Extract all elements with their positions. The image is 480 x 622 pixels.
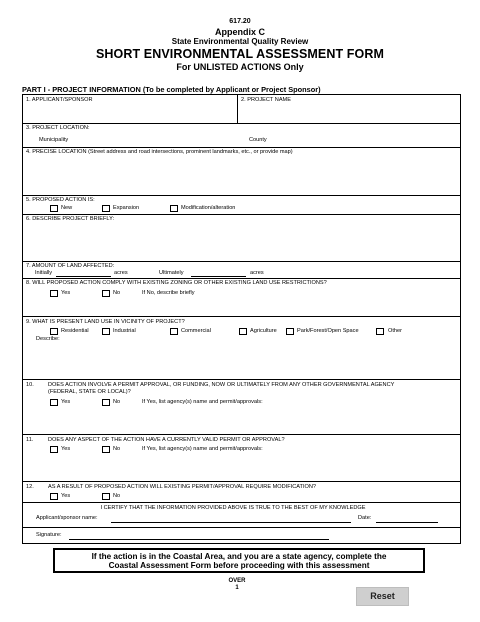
q10-yes-checkbox[interactable]	[50, 399, 58, 406]
q12-no-checkbox[interactable]	[102, 493, 110, 500]
q5-new-label: New	[61, 205, 73, 211]
q10-number: 10.	[26, 382, 34, 388]
q10-no-checkbox[interactable]	[102, 399, 110, 406]
divider	[23, 481, 460, 482]
divider	[23, 214, 460, 215]
coastal-notice-line2: Coastal Assessment Form before proceeding with this assessment	[108, 561, 370, 570]
q10-label-cont: (FEDERAL, STATE OR LOCAL)?	[48, 389, 131, 395]
divider	[23, 195, 460, 196]
divider	[237, 95, 238, 123]
q8-no-checkbox[interactable]	[102, 290, 110, 297]
q10-yes-label: Yes	[61, 399, 71, 405]
q4-label: 4. PRECISE LOCATION (Street address and road intersections, prominent landmarks, etc., or provide map)	[26, 149, 293, 155]
q3-county-label: County	[249, 137, 267, 143]
q12-number: 12.	[26, 484, 34, 490]
q5-modification-label: Modification/alteration	[181, 205, 236, 211]
part1-form	[22, 94, 461, 544]
q8-no-note: If No, describe briefly	[142, 290, 195, 296]
date-field[interactable]	[376, 522, 438, 523]
q9-agriculture-checkbox[interactable]	[239, 328, 247, 335]
form-code: 617.20	[229, 18, 251, 25]
q9-commercial-checkbox[interactable]	[170, 328, 178, 335]
q12-label: AS A RESULT OF PROPOSED ACTION WILL EXISTING PERMIT/APPROVAL REQUIRE MODIFICATION?	[48, 484, 317, 490]
q12-yes-checkbox[interactable]	[50, 493, 58, 500]
applicant-name-label: Applicant/sponsor name:	[36, 515, 98, 521]
page-number: 1	[235, 585, 239, 591]
reset-button[interactable]: Reset	[356, 587, 409, 606]
divider	[23, 502, 460, 503]
part1-title: PART I - PROJECT INFORMATION (To be completed by Applicant or Project Sponsor)	[22, 85, 321, 94]
divider	[23, 147, 460, 148]
q11-note: If Yes, list agency(s) name and permit/approvals:	[142, 446, 263, 452]
form-title: SHORT ENVIRONMENTAL ASSESSMENT FORM	[95, 47, 384, 61]
q6-label: 6. DESCRIBE PROJECT BRIEFLY:	[26, 216, 115, 222]
q9-residential-checkbox[interactable]	[50, 328, 58, 335]
q2-label: 2. PROJECT NAME	[241, 97, 291, 103]
q11-no-label: No	[113, 446, 121, 452]
q9-agriculture-label: Agriculture	[250, 328, 277, 334]
q7-acres-label: acres	[114, 270, 128, 276]
divider	[23, 278, 460, 279]
q9-other-checkbox[interactable]	[376, 328, 384, 335]
q9-residential-label: Residential	[61, 328, 89, 334]
q5-label: 5. PROPOSED ACTION IS:	[26, 197, 95, 203]
divider	[23, 261, 460, 262]
q3-label: 3. PROJECT LOCATION:	[26, 125, 90, 131]
q8-no-label: No	[113, 290, 121, 296]
q9-industrial-label: Industrial	[113, 328, 136, 334]
q12-no-label: No	[113, 493, 121, 499]
q7-label: 7. AMOUNT OF LAND AFFECTED:	[26, 263, 115, 269]
q11-yes-checkbox[interactable]	[50, 446, 58, 453]
q5-expansion-checkbox[interactable]	[102, 205, 110, 212]
q9-commercial-label: Commercial	[181, 328, 211, 334]
q8-yes-checkbox[interactable]	[50, 290, 58, 297]
over-label: OVER	[228, 578, 246, 584]
appendix-label: Appendix C	[214, 27, 265, 37]
q9-park-label: Park/Forest/Open Space	[297, 328, 359, 334]
q10-no-label: No	[113, 399, 121, 405]
divider	[23, 527, 460, 528]
q9-describe-label: Describe:	[36, 336, 60, 342]
q11-no-checkbox[interactable]	[102, 446, 110, 453]
signature-field[interactable]	[69, 539, 329, 540]
q9-label: 9. WHAT IS PRESENT LAND USE IN VICINITY OF PROJECT?	[26, 319, 185, 325]
signature-label: Signature:	[36, 532, 62, 538]
q11-label: DOES ANY ASPECT OF THE ACTION HAVE A CURRENTLY VALID PERMIT OR APPROVAL?	[48, 437, 285, 443]
divider	[23, 316, 460, 317]
q9-park-checkbox[interactable]	[286, 328, 294, 335]
divider	[23, 434, 460, 435]
form-subtitle: State Environmental Quality Review	[171, 37, 309, 46]
q8-yes-label: Yes	[61, 290, 71, 296]
q5-modification-checkbox[interactable]	[170, 205, 178, 212]
q5-new-checkbox[interactable]	[50, 205, 58, 212]
q1-label: 1. APPLICANT/SPONSOR	[26, 97, 93, 103]
divider	[23, 123, 460, 124]
q10-label: DOES ACTION INVOLVE A PERMIT APPROVAL, OR FUNDING, NOW OR ULTIMATELY FROM ANY OTHER GOVERNMENTAL AGENCY	[48, 382, 395, 388]
q9-other-label: Other	[388, 328, 402, 334]
q11-number: 11.	[26, 437, 34, 443]
q7-acres-label-2: acres	[250, 270, 264, 276]
coastal-notice	[53, 548, 425, 573]
q10-note: If Yes, list agency(s) name and permit/approvals:	[142, 399, 263, 405]
form-tagline: For UNLISTED ACTIONS Only	[176, 62, 304, 72]
q5-expansion-label: Expansion	[113, 205, 140, 211]
q7-ultimately-label: Ultimately	[159, 270, 184, 276]
q9-industrial-checkbox[interactable]	[102, 328, 110, 335]
q12-yes-label: Yes	[61, 493, 71, 499]
q7-ultimately-field[interactable]	[191, 276, 246, 277]
q7-initially-label: Initially	[35, 270, 53, 276]
q7-initially-field[interactable]	[56, 276, 111, 277]
certify-text: I CERTIFY THAT THE INFORMATION PROVIDED ABOVE IS TRUE TO THE BEST OF MY KNOWLEDGE	[100, 505, 366, 511]
date-label: Date:	[358, 515, 372, 521]
q8-label: 8. WILL PROPOSED ACTION COMPLY WITH EXISTING ZONING OR OTHER EXISTING LAND USE RESTRICTIONS?	[26, 280, 327, 286]
q11-yes-label: Yes	[61, 446, 71, 452]
applicant-name-field[interactable]	[111, 522, 351, 523]
coastal-notice-line1: If the action is in the Coastal Area, and you are a state agency, complete the	[91, 552, 387, 561]
q3-municipality-label: Municipality	[39, 137, 69, 143]
divider	[23, 379, 460, 380]
